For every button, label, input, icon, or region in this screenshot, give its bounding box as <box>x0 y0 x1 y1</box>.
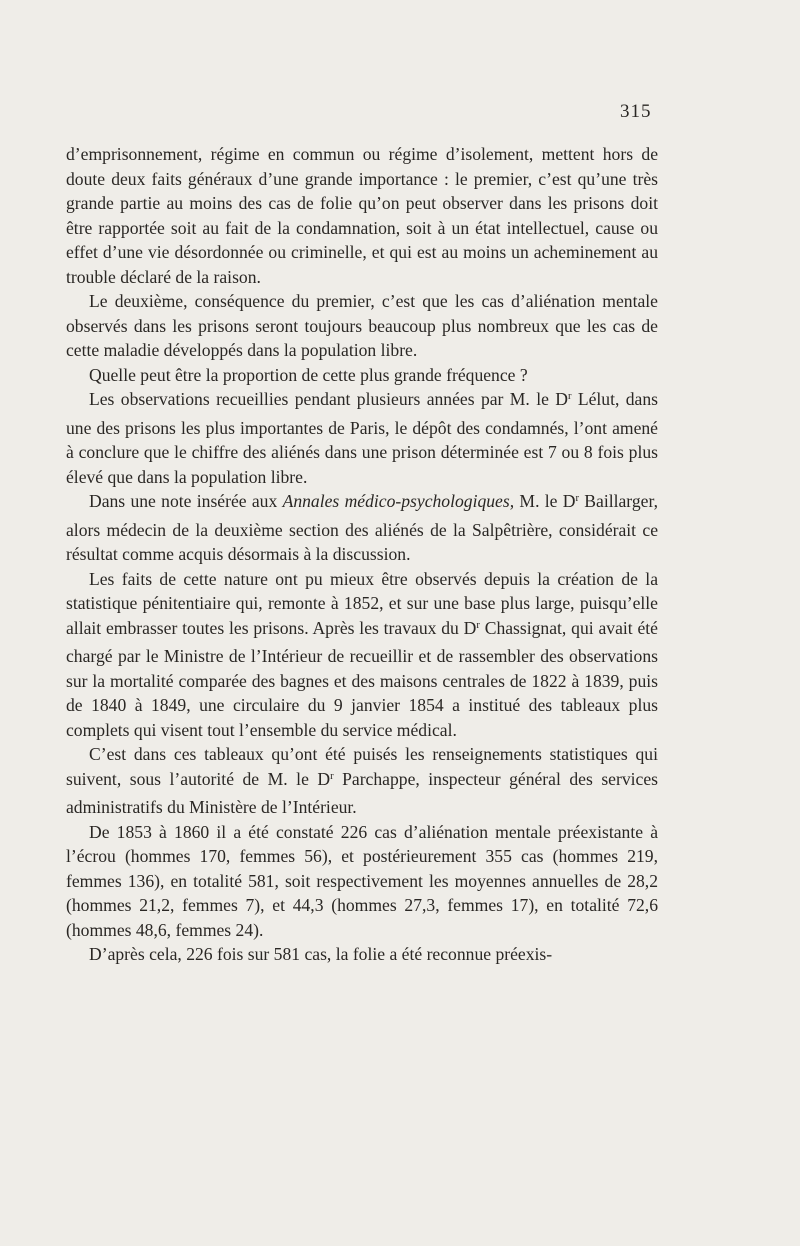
paragraph-4 <box>66 387 658 489</box>
paragraph-6-text-a: Les faits de cette nature ont pu mieux être observés depuis la création de la statistique pénitentiaire qui, remonte à 1852, et sur une base plus large, puisqu’elle allait embrasser toutes les prisons. Après les travaux du D <box>66 568 658 638</box>
paragraph-6-sup: r <box>476 619 480 631</box>
paragraph-5-text-a: Dans une note insérée aux <box>89 491 283 511</box>
paragraph-8: De 1853 à 1860 il a été constaté 226 cas d’aliénation mentale préexistante à l’écrou (hommes 170, femmes 56), et postérieurement 355 cas (hommes 219, femmes 136), en totalité 581, soit respectivement les moyennes annuelles de 28,2 (hommes 21,2, femmes 7), et 44,3 (hommes 27,3, femmes 17), en totalité 72,6 (hommes 48,6, femmes 24). <box>66 821 658 940</box>
paragraph-7 <box>66 742 658 820</box>
paragraph-7-sup: r <box>330 770 334 782</box>
journal-title: Annales médico-psychologiques, <box>282 491 515 511</box>
paragraph-9: D’après cela, 226 fois sur 581 cas, la folie a été reconnue préexis- <box>89 944 553 964</box>
paragraph-4-text-b: Lélut, dans une des prisons les plus importantes de Paris, le dépôt des condamnés, l’ont amené à conclure que le chiffre des aliénés dans une prison déterminée est 7 ou 8 fois plus élevé que dans la population libre. <box>66 389 658 487</box>
paragraph-5-sup: r <box>575 493 579 504</box>
paragraph-6-text-b: Chassignat, qui avait été chargé par le Ministre de l’Intérieur de recueillir et de rassembler des observations sur la mortalité comparée des bagnes et des maisons centrales de 1822 à 1839, puis de 1840 à 1849, une circulaire du 9 janvier 1854 a institué des tableaux plus complets qui visent tout l’ensemble du service médical. <box>66 617 658 740</box>
paragraph-4-text-a: Les observations recueillies pendant plusieurs années par M. le D <box>89 389 568 409</box>
paragraph-6 <box>66 567 658 743</box>
paragraph-5 <box>66 489 658 567</box>
paragraph-3: Quelle peut être la proportion de cette plus grande fréquence ? <box>89 364 528 385</box>
paragraph-2: Le deuxième, conséquence du premier, c’est que les cas d’aliénation mentale observés dans les prisons seront toujours beaucoup plus nombreux que les cas de cette maladie développés dans la population libre. <box>66 291 658 360</box>
paragraph-7-text-b: Parchappe, inspecteur général des services administratifs du Ministère de l’Intérieur. <box>66 768 658 817</box>
paragraph-5-text-b: M. le D <box>514 491 576 511</box>
page-number: 315 <box>620 101 652 122</box>
body-text <box>66 142 658 967</box>
paragraph-4-sup: r <box>567 391 572 402</box>
paragraph-5-text-c: Baillarger, alors médecin de la deuxième section des aliénés de la Salpêtrière, considérait ce résultat comme acquis désormais à la discussion. <box>66 491 659 564</box>
paragraph-1: d’emprisonnement, régime en commun ou régime d’isolement, mettent hors de doute deux faits généraux d’une grande importance : le premier, c’est qu’une très grande partie au moins des cas de folie qu’on peut observer dans les prisons doit être rapportée soit au fait de la condamnation, soit à un état intellectuel, cause ou effet d’une vie désordonnée ou criminelle, et qui est au moins un acheminement au trouble déclaré de la raison. <box>66 144 658 287</box>
paragraph-7-text-a: C’est dans ces tableaux qu’ont été puisés les renseignements statistiques qui suivent, sous l’autorité de M. le D <box>66 744 658 789</box>
